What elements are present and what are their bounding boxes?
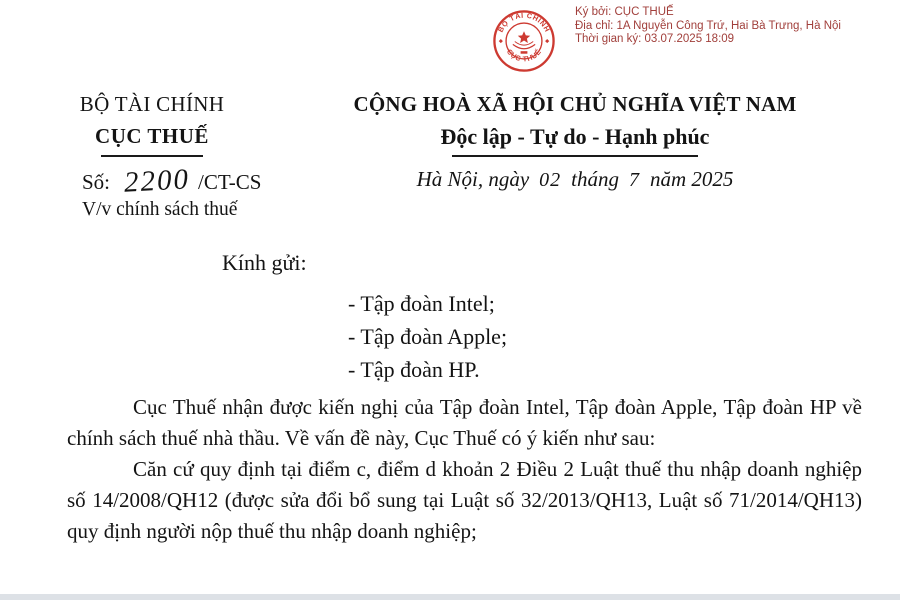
document-number-line xyxy=(82,164,261,197)
national-header-block xyxy=(335,92,815,157)
recipient-item: - Tập đoàn Apple; xyxy=(348,324,508,349)
number-label: Số: xyxy=(82,170,111,194)
recipient-list xyxy=(348,287,507,386)
viewer-bottom-edge xyxy=(0,594,900,600)
number-suffix: /CT-CS xyxy=(198,170,262,194)
signature-time: Thời gian ký: 03.07.2025 18:09 xyxy=(575,33,735,45)
date-day-handwritten: 02 xyxy=(539,169,562,191)
recipient-item: - Tập đoàn Intel; xyxy=(348,291,495,316)
issuing-agency-block xyxy=(42,92,262,157)
seal-bottom-text: CỤC THUẾ xyxy=(504,47,544,64)
svg-text:BỘ TÀI CHÍNH xyxy=(497,11,552,34)
agency-underline xyxy=(101,155,203,157)
national-motto: Độc lập - Tự do - Hạnh phúc xyxy=(440,124,710,149)
signature-address: Địa chỉ: 1A Nguyễn Công Trứ, Hai Bà Trưng, Hà Nội xyxy=(575,19,841,32)
recipient-label: Kính gửi: xyxy=(222,250,307,275)
agency-name: CỤC THUẾ xyxy=(95,124,209,148)
agency-parent-name: BỘ TÀI CHÍNH xyxy=(79,92,225,116)
signature-signer: Ký bởi: CỤC THUẾ xyxy=(575,6,674,18)
seal-top-text: BỘ TÀI CHÍNH xyxy=(496,11,552,34)
place-date-line xyxy=(340,167,810,192)
motto-underline xyxy=(452,155,698,157)
document-subject: V/v chính sách thuế xyxy=(82,199,238,220)
date-month-handwritten: 7 xyxy=(629,169,640,191)
body-paragraph: Cục Thuế nhận được kiến nghị của Tập đoàn Intel, Tập đoàn Apple, Tập đoàn HP về chính sách thuế nhà thầu. Về vấn đề này, Cục Thuế có ý kiến như sau: xyxy=(67,395,862,450)
seal-star xyxy=(518,31,530,43)
date-prefix: Hà Nội, ngày xyxy=(416,167,530,191)
document-body xyxy=(67,392,862,547)
tax-department-seal-icon xyxy=(492,9,556,73)
date-year: năm 2025 xyxy=(650,167,734,191)
body-paragraph: Căn cứ quy định tại điểm c, điểm d khoản 2 Điều 2 Luật thuế thu nhập doanh nghiệp số 14/2008/QH12 (được sửa đổi bổ sung tại Luật số 32/2013/QH13, Luật số 71/2014/QH13) quy định người nộp thuế thu nhập doanh nghiệp; xyxy=(67,457,862,543)
digital-signature-block xyxy=(575,6,895,47)
national-title: CỘNG HOÀ XÃ HỘI CHỦ NGHĨA VIỆT NAM xyxy=(353,92,797,116)
recipient-item: - Tập đoàn HP. xyxy=(348,357,480,382)
number-handwritten-value: 2200 xyxy=(123,163,191,199)
date-month-word: tháng xyxy=(571,167,619,191)
